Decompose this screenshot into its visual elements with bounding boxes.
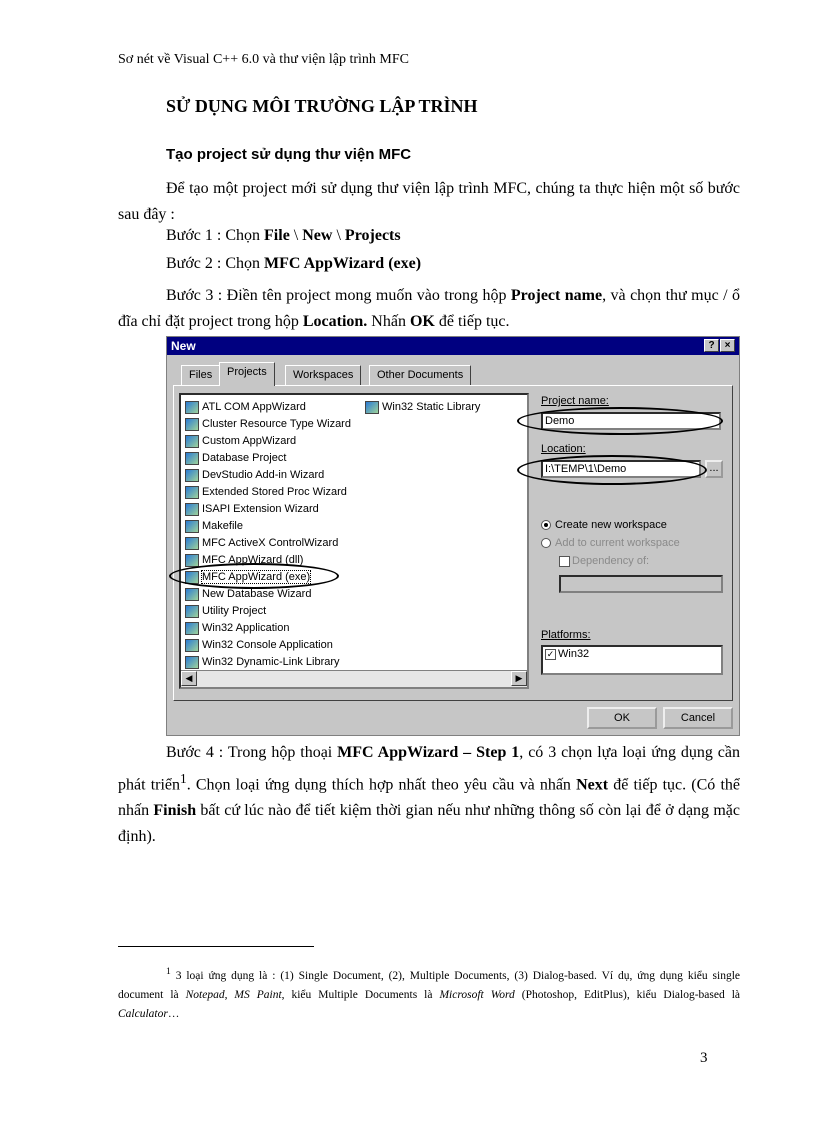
list-item[interactable]: Win32 Dynamic-Link Library [185,654,340,671]
project-name-input[interactable]: Demo [541,412,721,430]
location-label: Location: [541,443,586,455]
dependency-select[interactable] [559,575,723,593]
list-item[interactable]: Win32 Static Library [365,399,480,416]
list-item[interactable]: MFC ActiveX ControlWizard [185,535,338,552]
page-number: 3 [700,1050,708,1066]
list-item[interactable]: MFC AppWizard (dll) [185,552,303,569]
wizard-icon [185,469,199,482]
wizard-icon [185,503,199,516]
cancel-button[interactable]: Cancel [663,707,733,729]
wizard-icon [185,639,199,652]
list-item[interactable]: Custom AppWizard [185,433,296,450]
close-button[interactable]: × [720,339,735,352]
list-item[interactable]: Utility Project [185,603,266,620]
scroll-right-icon[interactable]: ▶ [511,671,527,686]
platforms-list[interactable]: ✓ Win32 [541,645,723,675]
tab-workspaces[interactable]: Workspaces [285,365,361,385]
list-item[interactable]: New Database Wizard [185,586,311,603]
list-item[interactable]: Makefile [185,518,243,535]
help-button[interactable]: ? [704,339,719,352]
platforms-label: Platforms: [541,629,591,641]
new-project-dialog [166,336,740,736]
list-item[interactable]: ATL COM AppWizard [185,399,306,416]
step-4: Bước 4 : Trong hộp thoại MFC AppWizard – Step 1, có 3 chọn lựa loại ứng dụng cần phát triển$^1$. Chọn loại ứng dụng thích hợp nhất theo yêu cầu và nhấn Next để tiếp tục. (Có thể nhấn Finish bất cứ lúc nào để tiết kiệm thời gian nếu như những thông số còn lại để ở dạng mặc định). [118,744,741,846]
subsection-title: Tạo project sử dụng thư viện MFC [166,146,412,163]
location-input[interactable]: I:\TEMP\1\Demo [541,460,701,478]
list-item[interactable]: Cluster Resource Type Wizard [185,416,351,433]
wizard-icon [185,435,199,448]
wizard-icon [185,418,199,431]
wizard-icon [185,588,199,601]
list-item[interactable]: Extended Stored Proc Wizard [185,484,347,501]
horizontal-scrollbar[interactable] [181,670,527,687]
radio-on-icon [541,520,551,530]
ok-button[interactable]: OK [587,707,657,729]
list-item[interactable]: DevStudio Add-in Wizard [185,467,324,484]
wizard-icon [185,656,199,669]
project-name-label: Project name: [541,395,609,407]
footnote-divider [118,946,314,947]
step-1: Bước 1 : Chọn File \ New \ Projects [166,227,401,244]
wizard-icon [185,537,199,550]
wizard-icon [185,554,199,567]
radio-add-workspace[interactable]: Add to current workspace [541,537,680,549]
dialog-title-bar: New [167,337,739,355]
wizard-icon [185,622,199,635]
checked-icon: ✓ [546,648,555,659]
intro-paragraph: Để tạo một project mới sử dụng thư viện lập trình MFC, chúng ta thực hiện một số bước sau đây : [118,180,740,223]
footnote: $^1$ 3 loại ứng dụng là : (1) Single Document, (2), Multiple Documents, (3) Dialog-based. Ví dụ, ứng dụng kiểu single document là Notepad, MS Paint, kiểu Multiple Documents là Microsoft Word (Photoshop, EditPlus), kiểu Dialog-based là Calculator… [118,966,741,1020]
tab-files[interactable]: Files [181,365,220,385]
wizard-icon [365,401,379,414]
wizard-icon [185,520,199,533]
project-type-list[interactable] [179,393,529,689]
step-3: Bước 3 : Điền tên project mong muốn vào trong hộp Project name, và chọn thư mục / ổ đĩa chỉ đặt project trong hộp Location. Nhấn OK để tiếp tục. [118,287,740,330]
tab-projects[interactable]: Projects [219,362,275,386]
list-item[interactable]: Win32 Application [185,620,289,637]
list-item-selected[interactable]: MFC AppWizard (exe) [185,569,310,586]
tab-other-documents[interactable]: Other Documents [369,365,471,385]
wizard-icon [185,401,199,414]
wizard-icon [185,571,199,584]
browse-button[interactable]: ... [705,460,723,478]
list-item[interactable]: ISAPI Extension Wizard [185,501,319,518]
step-2: Bước 2 : Chọn MFC AppWizard (exe) [166,255,422,272]
dependency-checkbox[interactable]: Dependency of: [559,555,649,567]
scroll-left-icon[interactable]: ◀ [181,671,197,686]
radio-off-icon [541,538,551,548]
section-title: SỬ DỤNG MÔI TRƯỜNG LẬP TRÌNH [166,96,478,116]
wizard-icon [185,452,199,465]
wizard-icon [185,605,199,618]
running-header: Sơ nét về Visual C++ 6.0 và thư viện lập trình MFC [118,52,410,67]
checkbox-icon [559,556,570,567]
wizard-icon [185,486,199,499]
list-item[interactable]: Database Project [185,450,286,467]
radio-create-workspace[interactable]: Create new workspace [541,519,667,531]
list-item[interactable]: Win32 Console Application [185,637,333,654]
